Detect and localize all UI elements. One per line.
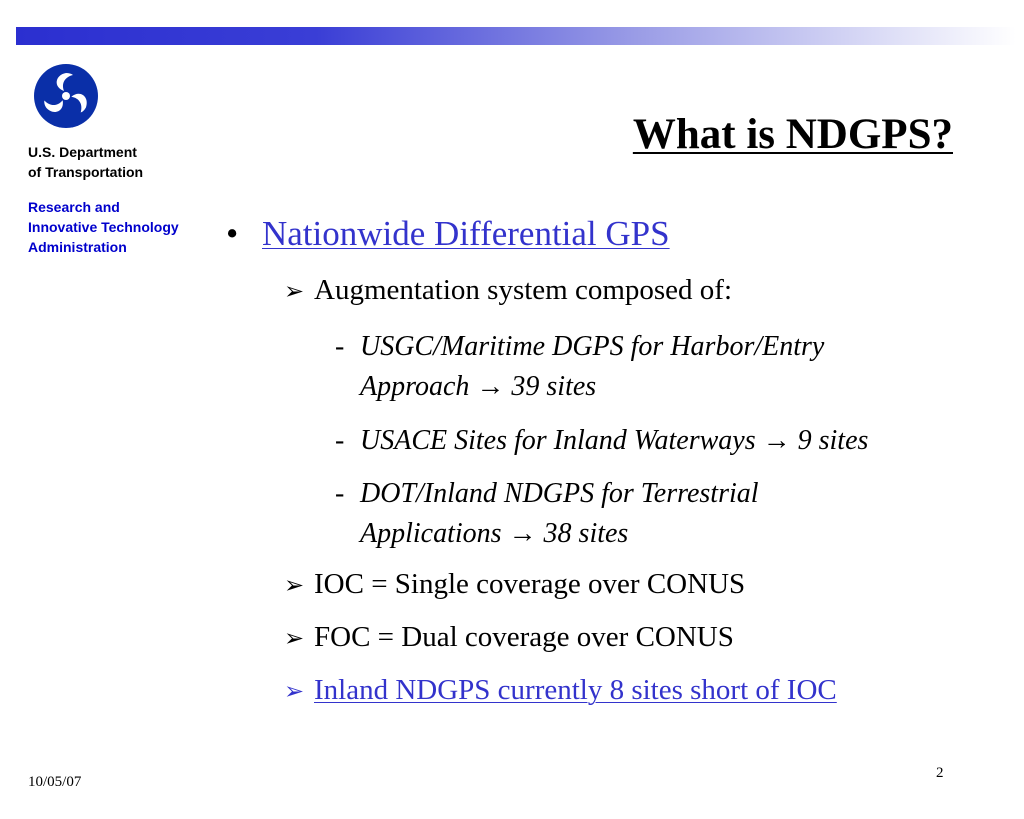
arrow-bullet-icon: ➢ [284, 677, 305, 705]
rita-line-3: Administration [28, 239, 127, 255]
sub-bullet-text: IOC = Single coverage over CONUS [314, 568, 746, 600]
sub-bullet-text: FOC = Dual coverage over CONUS [314, 621, 734, 653]
footer-date: 10/05/07 [28, 774, 82, 790]
item-line: USGC/Maritime DGPS for Harbor/Entry [360, 331, 825, 362]
dash-bullet: - [335, 425, 345, 456]
item-line: Applications → 38 sites [360, 518, 629, 549]
bullet-main [226, 214, 670, 254]
dept-line-1: U.S. Department [28, 144, 137, 160]
slide-title: What is NDGPS? [632, 111, 953, 158]
arrow-bullet-icon: ➢ [284, 624, 305, 652]
nationwide-dgps-link[interactable]: Nationwide Differential GPS [262, 214, 670, 253]
sub-bullet-inland-short [284, 674, 837, 707]
sub-bullet-text: Augmentation system composed of: [314, 274, 733, 306]
dash-bullet: - [335, 478, 345, 509]
inland-ndgps-link[interactable]: Inland NDGPS currently 8 sites short of IOC [314, 674, 837, 706]
arrow-bullet-icon: ➢ [284, 571, 305, 599]
dash-bullet: - [335, 331, 345, 362]
rita-line-1: Research and [28, 199, 120, 215]
page-number: 2 [936, 765, 944, 781]
dot-triskelion-logo-icon [33, 63, 99, 129]
arrow-bullet-icon: ➢ [284, 277, 305, 305]
sub-bullet-foc [284, 621, 734, 654]
rita-line-2: Innovative Technology [28, 219, 179, 235]
rita-name [28, 197, 179, 257]
header-gradient-bar [16, 27, 1016, 45]
list-item-maritime [335, 327, 824, 407]
list-item-dot-inland [335, 474, 759, 554]
bullet-dot-icon: • [226, 214, 239, 253]
sub-bullet-ioc [284, 568, 745, 601]
item-line: USACE Sites for Inland Waterways → 9 sites [360, 425, 869, 456]
list-item-usace [335, 421, 868, 461]
item-line: Approach → 39 sites [360, 371, 597, 402]
sub-bullet-augmentation [284, 274, 732, 307]
department-name [28, 142, 143, 182]
item-line: DOT/Inland NDGPS for Terrestrial [360, 478, 759, 509]
dept-line-2: of Transportation [28, 164, 144, 180]
